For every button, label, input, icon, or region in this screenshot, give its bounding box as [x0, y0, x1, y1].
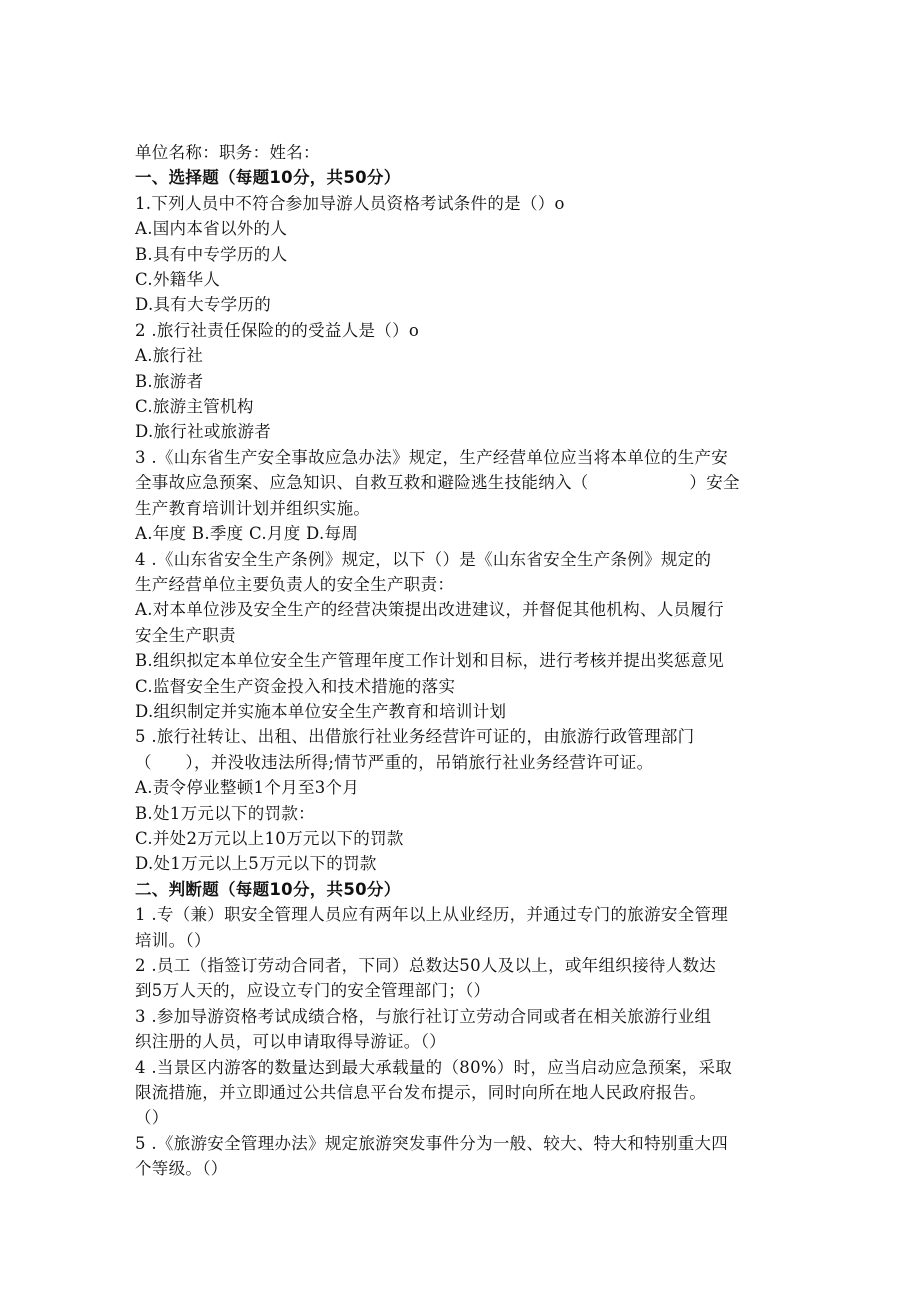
- judgment-4-line: 4 .当景区内游客的数量达到最大承载量的（80%）时，应当启动应急预案，采取: [135, 1057, 733, 1077]
- question-3-line: 全事故应急预案、应急知识、自救互救和避险逃生技能纳入（ ）安全: [135, 473, 740, 493]
- judgment-3-line: 3 .参加导游资格考试成绩合格，与旅行社订立劳动合同或者在相关旅游行业组: [135, 1006, 712, 1026]
- question-4-option-b: B.组织拟定本单位安全生产管理年度工作计划和目标，进行考核并提出奖惩意见: [135, 651, 725, 671]
- question-5-option-d: D.处1万元以上5万元以下的罚款: [135, 854, 377, 874]
- question-3-line: 3 .《山东省生产安全事故应急办法》规定，生产经营单位应当将本单位的生产安: [135, 447, 729, 467]
- judgment-1-line: 培训。（）: [135, 930, 211, 950]
- section-2-title: 二、判断题（每题10分，共50分）: [135, 879, 401, 899]
- question-5-option-c: C.并处2万元以上10万元以下的罚款: [135, 828, 404, 848]
- judgment-4-line: 限流措施，并立即通过公共信息平台发布提示，同时向所在地人民政府报告。: [135, 1083, 707, 1103]
- question-5-line: 5 .旅行社转让、出租、出借旅行社业务经营许可证的，由旅游行政管理部门: [135, 727, 695, 747]
- question-2-option-a: A.旅行社: [135, 346, 204, 366]
- judgment-1-line: 1 .专（兼）职安全管理人员应有两年以上从业经历，并通过专门的旅游安全管理: [135, 905, 729, 925]
- header-info: 单位名称：职务：姓名：: [135, 143, 320, 162]
- question-4-option-d: D.组织制定并实施本单位安全生产教育和培训计划: [135, 701, 507, 721]
- section-1-title: 一、选择题（每题10分，共50分）: [135, 168, 401, 188]
- question-4-option-a-cont: 安全生产职责: [135, 625, 236, 645]
- question-2-text: 2 .旅行社责任保险的的受益人是（）o: [135, 320, 420, 340]
- question-1-option-d: D.具有大专学历的: [135, 295, 272, 315]
- question-5-option-b: B.处1万元以下的罚款：: [135, 803, 315, 823]
- judgment-5-line: 5 .《旅游安全管理办法》规定旅游突发事件分为一般、较大、特大和特别重大四: [135, 1133, 729, 1153]
- judgment-2-line: 到5万人天的，应设立专门的安全管理部门；（）: [135, 981, 491, 1001]
- judgment-2-line: 2 .员工（指签订劳动合同者，下同）总数达50人及以上，或年组织接待人数达: [135, 956, 717, 975]
- question-2-option-b: B.旅游者: [135, 371, 204, 391]
- question-4-option-a: A.对本单位涉及安全生产的经营决策提出改进建议，并督促其他机构、人员履行: [135, 600, 724, 620]
- question-1-option-c: C.外籍华人: [135, 270, 221, 290]
- question-2-option-c: C.旅游主管机构: [135, 397, 254, 417]
- judgment-5-line: 个等级。（）: [135, 1159, 228, 1179]
- question-4-line: 生产经营单位主要负责人的安全生产职责：: [135, 574, 455, 594]
- question-3-options: A.年度 B.季度 C.月度 D.每周: [135, 524, 359, 544]
- question-3-line: 生产教育培训计划并组织实施。: [135, 498, 371, 518]
- exam-content: [135, 140, 790, 1182]
- question-4-option-c: C.监督安全生产资金投入和技术措施的落实: [135, 676, 456, 696]
- judgment-4-line: （）: [135, 1108, 169, 1128]
- question-1-option-a: A.国内本省以外的人: [135, 219, 288, 239]
- question-5-line: （ ），并没收违法所得;情节严重的，吊销旅行社业务经营许可证。: [135, 752, 654, 772]
- question-1-option-b: B.具有中专学历的人: [135, 244, 288, 264]
- judgment-3-line: 织注册的人员，可以申请取得导游证。（）: [135, 1032, 446, 1052]
- question-4-line: 4 .《山东省安全生产条例》规定，以下（）是《山东省安全生产条例》规定的: [135, 549, 712, 569]
- question-1-text: 1.下列人员中不符合参加导游人员资格考试条件的是（）o: [135, 193, 565, 213]
- question-5-option-a: A.责令停业整顿1个月至3个月: [135, 778, 360, 798]
- question-2-option-d: D.旅行社或旅游者: [135, 422, 272, 442]
